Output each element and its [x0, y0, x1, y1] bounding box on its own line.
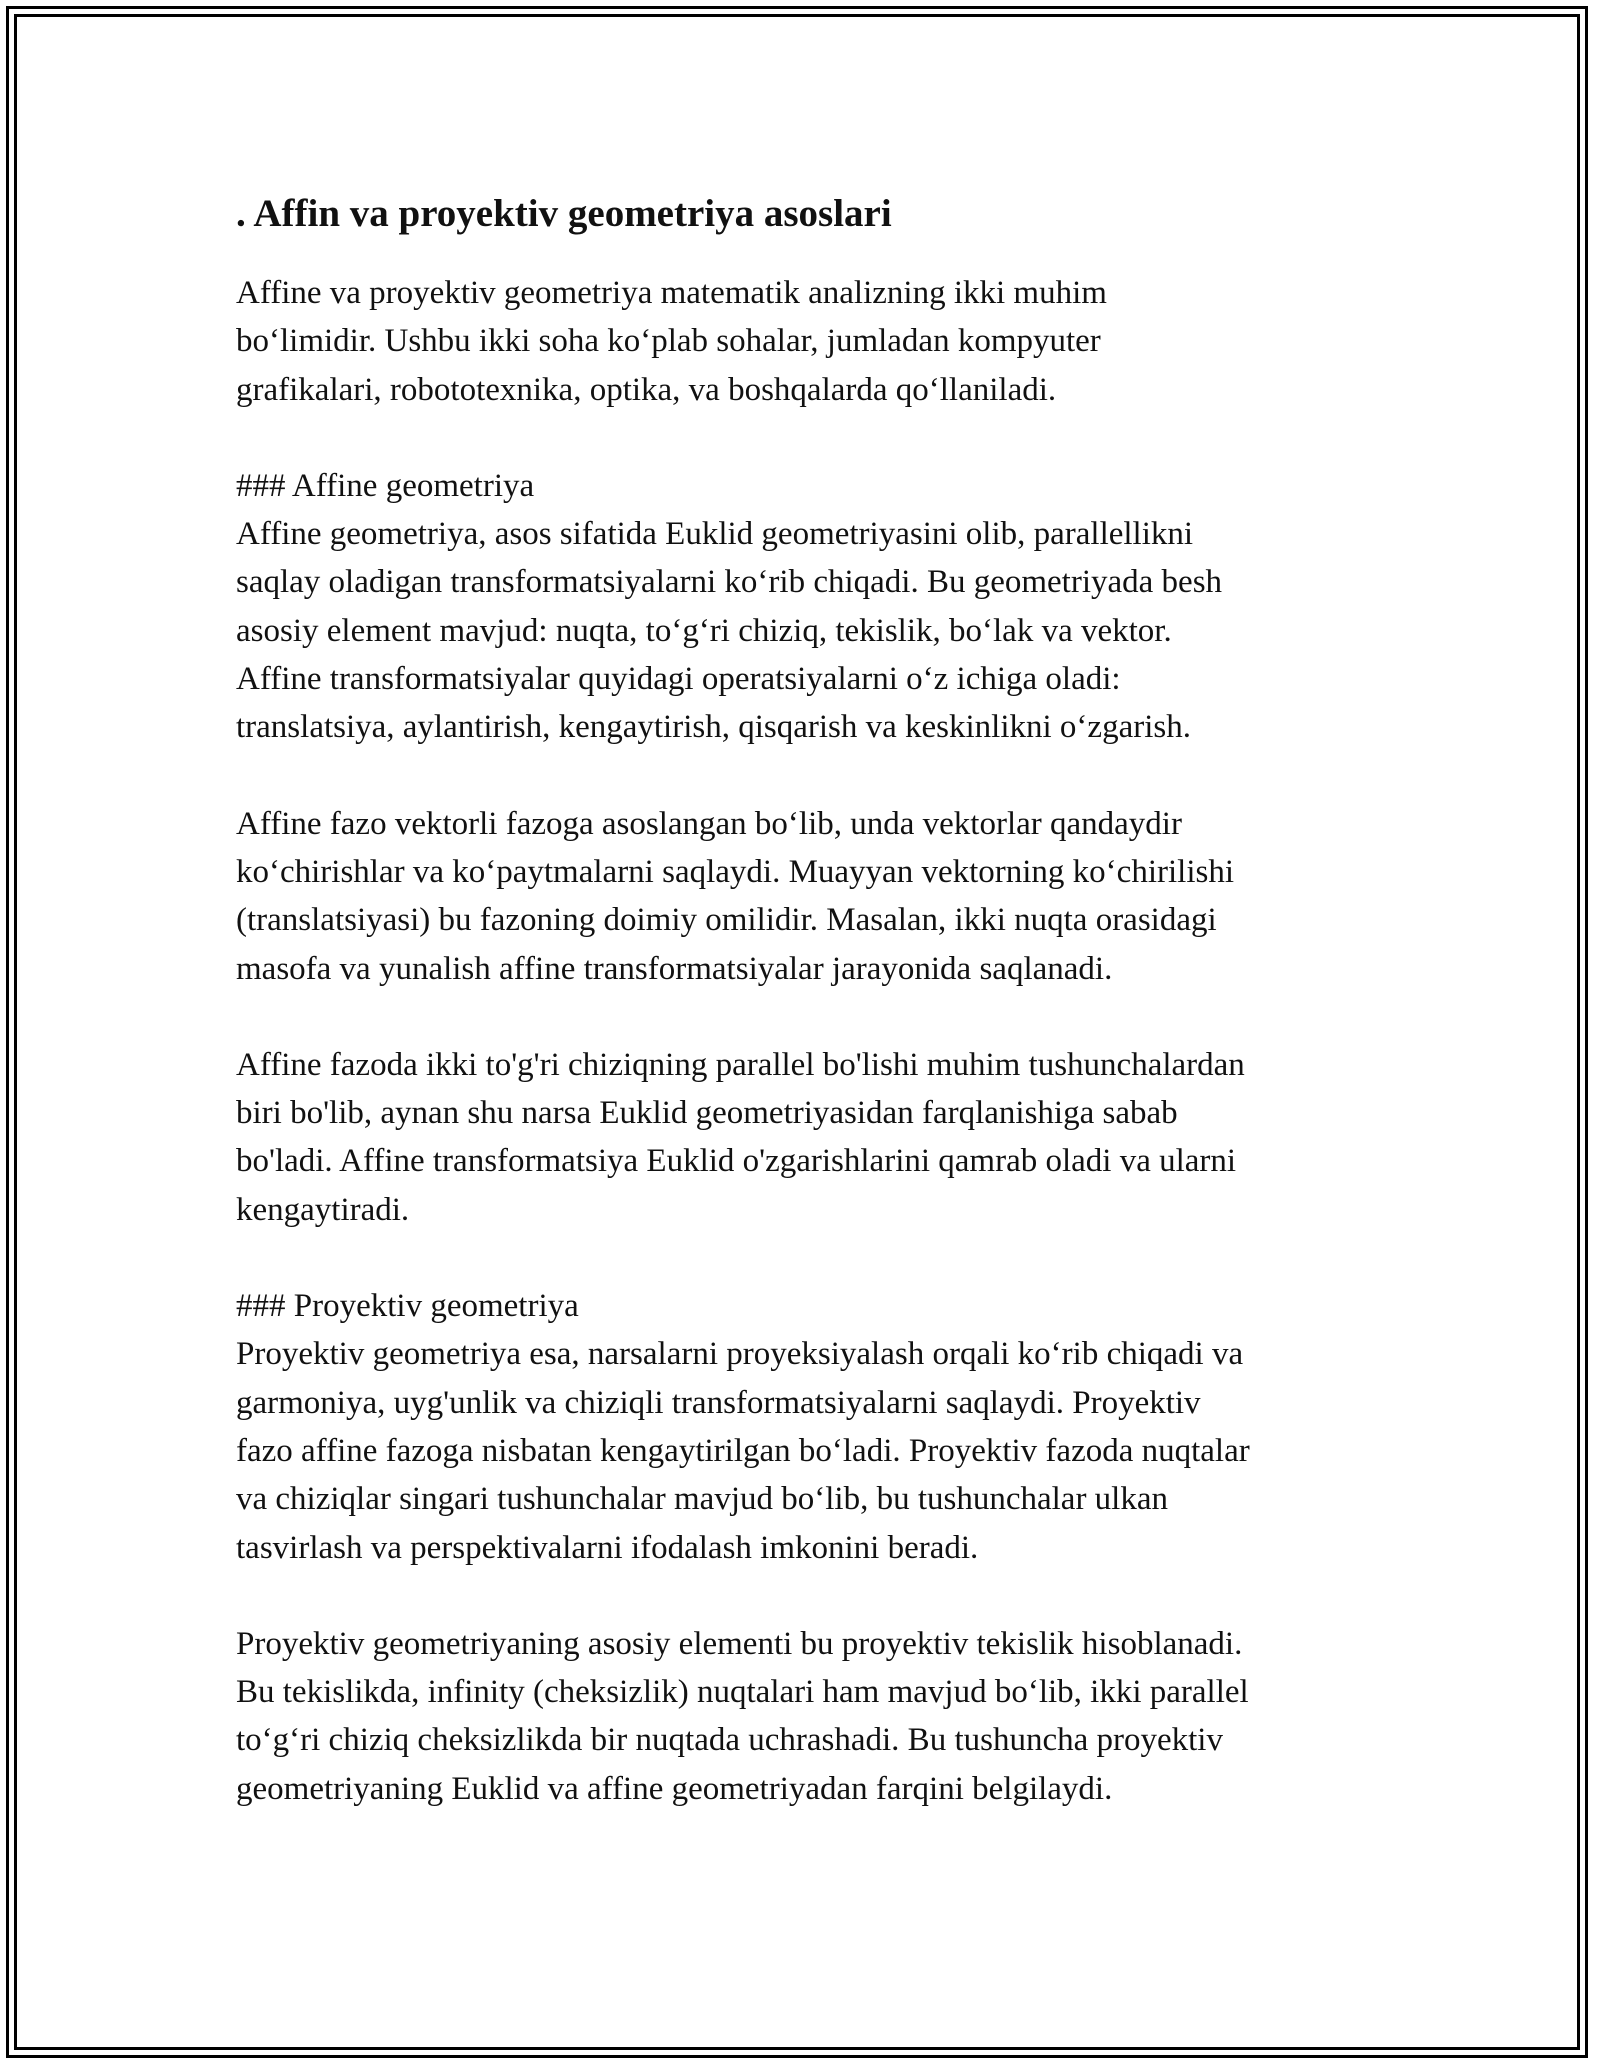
text-line: Proyektiv geometriya esa, narsalarni proyeksiyalash orqali ko‘rib chiqadi va	[236, 1336, 1244, 1373]
text-line: bo'ladi. Affine transformatsiya Euklid o'zgarishlarini qamrab oladi va ularni	[236, 1143, 1237, 1180]
document-body	[236, 185, 1386, 1861]
text-line: grafikalari, robototexnika, optika, va boshqalarda qo‘llaniladi.	[236, 371, 1057, 408]
text-line: ko‘chirishlar va ko‘paytmalarni saqlaydi. Muayyan vektorning ko‘chirilishi	[236, 853, 1234, 890]
document-title: . Affin va proyektiv geometriya asoslari	[236, 192, 892, 235]
paragraph	[236, 269, 1386, 414]
text-line: Affine va proyektiv geometriya matematik analizning ikki muhim	[236, 275, 1107, 311]
paragraph	[236, 1282, 1386, 1572]
text-line: biri bo'lib, aynan shu narsa Euklid geometriyasidan farqlanishiga sabab	[236, 1095, 1178, 1132]
text-line: garmoniya, uyg'unlik va chiziqli transformatsiyalarni saqlaydi. Proyektiv	[236, 1384, 1201, 1421]
text-line: kengaytiradi.	[236, 1191, 410, 1228]
paragraph	[236, 800, 1386, 993]
paragraph	[236, 1041, 1386, 1234]
text-line: geometriyaning Euklid va affine geometriyadan farqini belgilaydi.	[236, 1770, 1113, 1807]
paragraph	[236, 1620, 1386, 1813]
text-line: Bu tekislikda, infinity (cheksizlik) nuqtalari ham mavjud bo‘lib, ikki parallel	[236, 1674, 1249, 1711]
text-line: bo‘limidir. Ushbu ikki soha ko‘plab sohalar, jumladan kompyuter	[236, 323, 1101, 360]
text-line: to‘g‘ri chiziq cheksizlikda bir nuqtada uchrashadi. Bu tushuncha proyektiv	[236, 1722, 1223, 1759]
text-line: translatsiya, aylantirish, kengaytirish, qisqarish va keskinlikni o‘zgarish.	[236, 709, 1191, 746]
text-line: Affine transformatsiyalar quyidagi operatsiyalarni o‘z ichiga oladi:	[236, 661, 1121, 698]
text-line: fazo affine fazoga nisbatan kengaytirilgan bo‘ladi. Proyektiv fazoda nuqtalar	[236, 1432, 1250, 1469]
text-line: Affine geometriya, asos sifatida Euklid geometriyasini olib, parallellikni	[236, 516, 1194, 553]
section-heading: ### Proyektiv geometriya	[236, 1288, 579, 1325]
document-blocks	[236, 269, 1386, 1813]
text-line: (translatsiyasi) bu fazoning doimiy omilidir. Masalan, ikki nuqta orasidagi	[236, 902, 1217, 939]
section-heading: ### Affine geometriya	[236, 467, 535, 504]
text-line: va chiziqlar singari tushunchalar mavjud bo‘lib, bu tushunchalar ulkan	[236, 1481, 1168, 1518]
text-line: tasvirlash va perspektivalarni ifodalash imkonini beradi.	[236, 1529, 979, 1566]
text-line: Affine fazo vektorli fazoga asoslangan bo‘lib, unda vektorlar qandaydir	[236, 805, 1182, 842]
text-line: saqlay oladigan transformatsiyalarni ko‘rib chiqadi. Bu geometriyada besh	[236, 564, 1223, 601]
paragraph	[236, 462, 1386, 752]
text-line: Affine fazoda ikki to'g'ri chiziqning parallel bo'lishi muhim tushunchalardan	[236, 1046, 1245, 1083]
text-line: asosiy element mavjud: nuqta, to‘g‘ri chiziq, tekislik, bo‘lak va vektor.	[236, 612, 1172, 649]
text-line: masofa va yunalish affine transformatsiyalar jarayonida saqlanadi.	[236, 950, 1113, 987]
text-line: Proyektiv geometriyaning asosiy elementi bu proyektiv tekislik hisoblanadi.	[236, 1625, 1243, 1662]
